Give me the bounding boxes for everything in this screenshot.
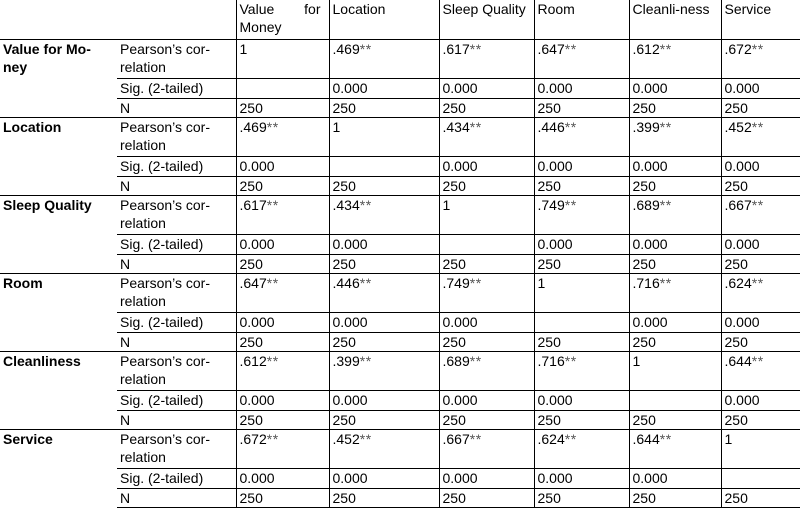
table-cell: .446** [329,274,439,313]
significance-stars: ** [751,275,764,291]
table-cell: .452** [329,430,439,469]
significance-stars: ** [564,353,577,369]
row-variable-label: Room [0,274,117,352]
table-cell: .647** [236,274,329,313]
stat-label: Pearson’s cor-relation [117,196,236,235]
table-cell: 0.000 [721,79,800,99]
header-stat-blank [117,0,236,40]
table-cell: 0.000 [329,79,439,99]
stat-label: Pearson’s cor-relation [117,430,236,469]
significance-stars: ** [751,353,764,369]
table-row-sig [0,313,800,333]
table-cell: .434** [439,118,534,157]
row-variable-label: Cleanliness [0,352,117,430]
table-cell: 0.000 [236,469,329,489]
table-row-n [0,255,800,274]
significance-stars: ** [564,197,577,213]
table-cell: 1 [629,352,721,391]
significance-stars: ** [469,431,482,447]
table-cell: .672** [236,430,329,469]
significance-stars: ** [359,197,372,213]
table-cell [534,313,629,333]
table-cell: 0.000 [439,469,534,489]
table-cell: .689** [629,196,721,235]
column-header: Sleep Quality [439,0,534,40]
significance-stars: ** [359,41,372,57]
table-row-n [0,411,800,430]
significance-stars: ** [266,119,279,135]
row-variable-label: Sleep Quality [0,196,117,274]
significance-stars: ** [266,197,279,213]
table-cell: 250 [236,177,329,196]
table-cell: .624** [534,430,629,469]
table-cell: 250 [329,177,439,196]
table-cell: 250 [439,177,534,196]
table-cell: 0.000 [534,235,629,255]
table-cell: 250 [721,177,800,196]
table-cell: .469** [329,40,439,79]
table-cell: 250 [439,99,534,118]
significance-stars: ** [659,431,672,447]
table-cell: 0.000 [329,469,439,489]
column-header: Location [329,0,439,40]
stat-label: Pearson’s cor-relation [117,118,236,157]
table-row-sig [0,79,800,99]
table-cell: 0.000 [329,313,439,333]
table-row-sig [0,391,800,411]
significance-stars: ** [469,119,482,135]
table-cell: 1 [721,430,800,469]
stat-label: Sig. (2-tailed) [117,313,236,333]
table-cell: .624** [721,274,800,313]
row-variable-label: Location [0,118,117,196]
table-cell: .617** [439,40,534,79]
table-cell: 0.000 [721,313,800,333]
significance-stars: ** [359,275,372,291]
table-cell: 250 [534,333,629,352]
stat-label: N [117,177,236,196]
stat-label: Pearson’s cor-relation [117,274,236,313]
stat-label: Sig. (2-tailed) [117,235,236,255]
table-cell: 0.000 [439,79,534,99]
table-cell: .446** [534,118,629,157]
significance-stars: ** [469,275,482,291]
column-header: Service [721,0,800,40]
stat-label: Pearson’s cor-relation [117,352,236,391]
table-cell: 250 [236,333,329,352]
table-cell [721,469,800,489]
stat-label: Sig. (2-tailed) [117,469,236,489]
table-cell: 250 [721,489,800,508]
table-cell: .399** [329,352,439,391]
table-cell: .672** [721,40,800,79]
table-cell: 250 [629,411,721,430]
stat-label: N [117,255,236,274]
significance-stars: ** [659,119,672,135]
table-cell: 0.000 [236,235,329,255]
significance-stars: ** [659,275,672,291]
table-cell: 0.000 [534,469,629,489]
table-cell: 0.000 [534,79,629,99]
table-cell [236,79,329,99]
row-variable-label: Value for Mo-ney [0,40,117,118]
table-row-sig [0,235,800,255]
table-cell: 250 [329,411,439,430]
table-cell [629,391,721,411]
table-cell: .716** [534,352,629,391]
table-cell: 250 [329,99,439,118]
table-cell: 0.000 [721,391,800,411]
table-cell: 250 [534,411,629,430]
table-row-pearson [0,352,800,391]
table-row-pearson [0,274,800,313]
table-cell: 250 [534,177,629,196]
stat-label: Sig. (2-tailed) [117,157,236,177]
significance-stars: ** [659,197,672,213]
table-cell: 250 [439,255,534,274]
table-cell: 0.000 [329,391,439,411]
table-cell: 0.000 [236,391,329,411]
significance-stars: ** [751,197,764,213]
table-cell: .617** [236,196,329,235]
table-cell: .647** [534,40,629,79]
table-cell: 0.000 [439,313,534,333]
table-cell: .399** [629,118,721,157]
significance-stars: ** [564,431,577,447]
table-cell: 0.000 [534,157,629,177]
table-cell: 250 [329,489,439,508]
stat-label: Sig. (2-tailed) [117,79,236,99]
significance-stars: ** [564,41,577,57]
table-cell: 250 [329,255,439,274]
table-body [0,40,800,508]
significance-stars: ** [266,431,279,447]
significance-stars: ** [751,119,764,135]
table-row-n [0,333,800,352]
table-cell: 250 [439,333,534,352]
table-cell: .667** [721,196,800,235]
table-cell: 250 [236,99,329,118]
table-header [0,0,800,40]
stat-label: Sig. (2-tailed) [117,391,236,411]
table-cell: .689** [439,352,534,391]
significance-stars: ** [359,353,372,369]
table-cell: 250 [439,411,534,430]
significance-stars: ** [659,41,672,57]
table-row-sig [0,157,800,177]
table-row-pearson [0,118,800,157]
table-cell: 250 [534,99,629,118]
table-cell: .749** [534,196,629,235]
header-row [0,0,800,40]
significance-stars: ** [359,431,372,447]
table-cell: 250 [721,255,800,274]
table-cell: 0.000 [329,235,439,255]
table-cell: 250 [629,99,721,118]
table-cell: 0.000 [534,391,629,411]
table-row-pearson [0,40,800,79]
significance-stars: ** [266,353,279,369]
table-cell: .667** [439,430,534,469]
table-cell: 0.000 [629,157,721,177]
table-cell: 0.000 [439,391,534,411]
table-cell: .644** [721,352,800,391]
table-cell: .469** [236,118,329,157]
table-cell: .452** [721,118,800,157]
table-cell: 250 [629,333,721,352]
table-row-n [0,99,800,118]
table-cell [439,235,534,255]
table-cell: 250 [236,411,329,430]
row-variable-label: Service [0,430,117,508]
table-cell: 250 [721,411,800,430]
column-header: Value for Money [236,0,329,40]
table-cell: 250 [629,489,721,508]
significance-stars: ** [564,119,577,135]
table-row-sig [0,469,800,489]
table-row-pearson [0,196,800,235]
table-cell: 0.000 [236,313,329,333]
table-cell: 0.000 [629,313,721,333]
stat-label: Pearson’s cor-relation [117,40,236,79]
significance-stars: ** [266,275,279,291]
table-cell [329,157,439,177]
table-cell: 1 [329,118,439,157]
table-cell: 250 [629,255,721,274]
stat-label: N [117,411,236,430]
table-row-n [0,177,800,196]
table-cell: .644** [629,430,721,469]
table-cell: 250 [721,333,800,352]
table-cell: 0.000 [721,157,800,177]
table-cell: 1 [236,40,329,79]
significance-stars: ** [751,41,764,57]
table-cell: 250 [534,255,629,274]
table-cell: 0.000 [629,235,721,255]
significance-stars: ** [469,353,482,369]
table-cell: 250 [439,489,534,508]
table-cell: 0.000 [721,235,800,255]
table-cell: 250 [236,489,329,508]
table-cell: .716** [629,274,721,313]
table-row-pearson [0,430,800,469]
header-corner-blank [0,0,117,40]
table-cell: 0.000 [629,469,721,489]
stat-label: N [117,333,236,352]
stat-label: N [117,489,236,508]
table-cell: 0.000 [236,157,329,177]
table-cell: .749** [439,274,534,313]
column-header: Room [534,0,629,40]
table-cell: 1 [534,274,629,313]
table-cell: 0.000 [629,79,721,99]
table-cell: .434** [329,196,439,235]
table-cell: 250 [629,177,721,196]
column-header: Cleanli-ness [629,0,721,40]
table-cell: .612** [629,40,721,79]
table-cell: 0.000 [439,157,534,177]
table-cell: 250 [721,99,800,118]
significance-stars: ** [469,41,482,57]
table-cell: 250 [236,255,329,274]
table-cell: 1 [439,196,534,235]
table-cell: .612** [236,352,329,391]
table-cell: 250 [534,489,629,508]
table-row-n [0,489,800,508]
stat-label: N [117,99,236,118]
table-cell: 250 [329,333,439,352]
